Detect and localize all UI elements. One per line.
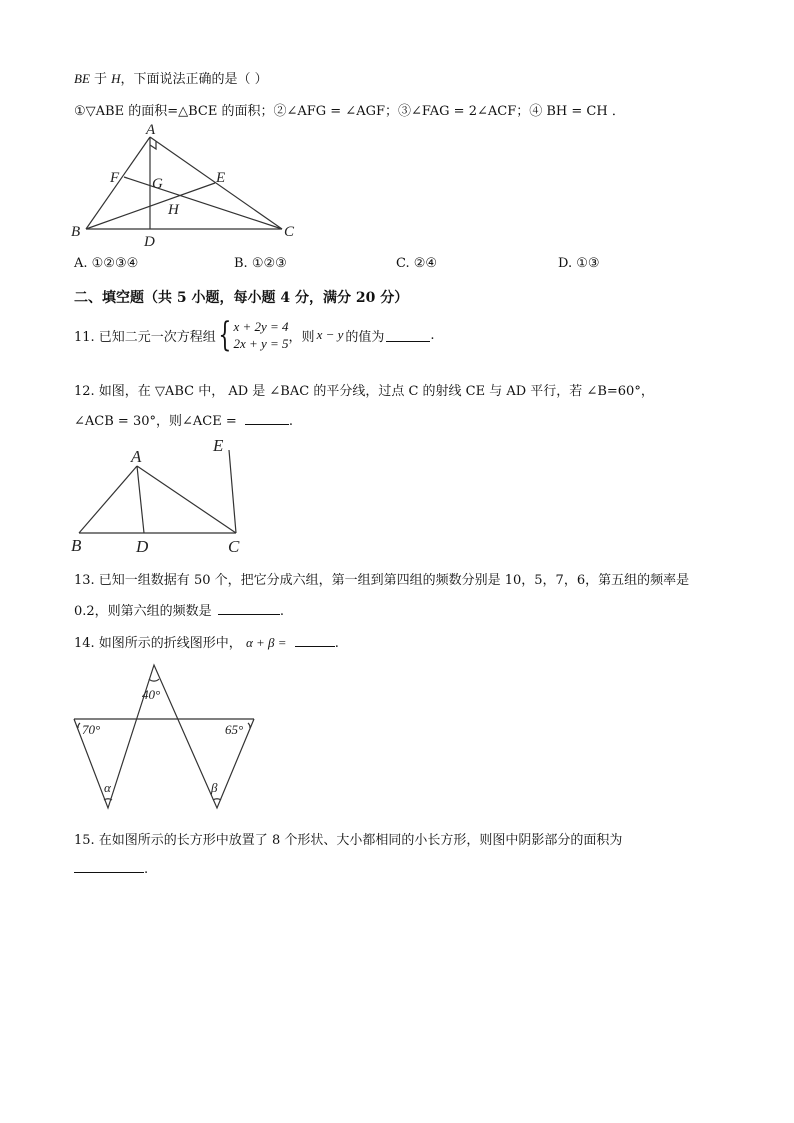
q10-triangle-figure xyxy=(68,120,308,250)
q13-answer-blank[interactable] xyxy=(218,602,280,615)
q11-eq2: 2x + y = 5 xyxy=(233,336,289,351)
q14-angle-65: 65° xyxy=(225,722,244,737)
q15-line1: 15. 在如图所示的长方形中放置了 8 个形状、大小都相同的小长方形，则图中阴影部分的面积为 xyxy=(74,833,623,848)
q14-prefix: 14. 如图所示的折线图形中， xyxy=(74,636,242,651)
q11-end: . xyxy=(430,327,435,343)
q12-label-b: B xyxy=(71,536,82,555)
q12-label-e: E xyxy=(213,436,224,455)
q10-label-g: G xyxy=(152,176,163,192)
q12-triangle-figure xyxy=(68,436,268,561)
q10-label-e: E xyxy=(216,170,226,186)
q10-label-c: C xyxy=(284,224,295,240)
q10-option-b[interactable]: B. ①②③ xyxy=(234,256,287,271)
q12-label-a: A xyxy=(131,447,142,466)
q14-angle-40: 40° xyxy=(142,687,161,702)
q13-line2-text: 0.2，则第六组的频数是 xyxy=(74,604,212,619)
q13-line1: 13. 已知一组数据有 50 个，把它分成六组，第一组到第四组的频数分别是 10，5，7，6，第五组的频率是 xyxy=(74,573,690,588)
q11-answer-blank[interactable] xyxy=(386,329,430,342)
q10-label-f: F xyxy=(110,170,120,186)
q10-intro-mid: 于 xyxy=(89,72,112,87)
q11-expr: x − y xyxy=(316,327,344,342)
q14-angle-beta: β xyxy=(211,780,218,795)
q10-option-d[interactable]: D. ①③ xyxy=(558,256,600,271)
q15-end: . xyxy=(144,862,149,877)
q14-angle-70: 70° xyxy=(82,722,101,737)
q10-intro-suffix: ，下面说法正确的是（ ） xyxy=(120,72,268,87)
q13-end: . xyxy=(279,604,284,619)
q12-answer-blank[interactable] xyxy=(245,412,289,425)
q11-prefix: 11. 已知二元一次方程组 xyxy=(74,329,216,345)
q12-label-d: D xyxy=(136,537,149,556)
q14-zigzag-figure xyxy=(70,660,270,810)
q10-label-a: A xyxy=(146,122,156,138)
q14-expr: α + β = xyxy=(245,635,287,650)
q14-answer-blank[interactable] xyxy=(295,634,335,647)
q11 xyxy=(74,315,435,355)
q11-equation-system xyxy=(216,315,289,355)
q12-end: . xyxy=(288,414,294,429)
q10-statements: ①▽ABE 的面积=△BCE 的面积；②∠AFG = ∠AGF；③∠FAG = 2∠ACF；④ BH = CH ． xyxy=(74,104,625,119)
section-heading: 二、填空题（共 5 小题，每小题 4 分，满分 20 分） xyxy=(74,290,409,306)
q11-suffix-post: 的值为 xyxy=(345,329,385,345)
q15-line2 xyxy=(74,860,148,877)
q13-line2 xyxy=(74,600,284,619)
q10-option-a[interactable]: A. ①②③④ xyxy=(74,256,139,271)
q10-segment-be: BE xyxy=(74,71,90,86)
q10-label-h: H xyxy=(168,202,179,218)
q10-point-h: H xyxy=(111,71,121,86)
q15-answer-blank[interactable] xyxy=(74,860,144,873)
q14 xyxy=(74,632,339,651)
q11-suffix-pre: ，则 xyxy=(288,329,315,345)
q14-angle-alpha: α xyxy=(104,780,111,795)
q12-line1: 12. 如图，在 ▽ABC 中， AD 是 ∠BAC 的平分线，过点 C 的射线 CE 与 AD 平行，若 ∠B=60°， xyxy=(74,384,654,399)
q10-intro xyxy=(74,68,268,87)
q11-eq1: x + 2y = 4 xyxy=(233,319,289,334)
q12-line2 xyxy=(74,410,293,429)
q10-label-b: B xyxy=(71,224,81,240)
q14-end: . xyxy=(334,636,339,651)
q12-line2-text: ∠ACB = 30°，则∠ACE = xyxy=(74,414,237,429)
q12-label-c: C xyxy=(228,537,240,556)
brace-icon: { xyxy=(218,315,232,355)
q10-label-d: D xyxy=(144,234,155,250)
q10-option-c[interactable]: C. ②④ xyxy=(396,256,438,271)
